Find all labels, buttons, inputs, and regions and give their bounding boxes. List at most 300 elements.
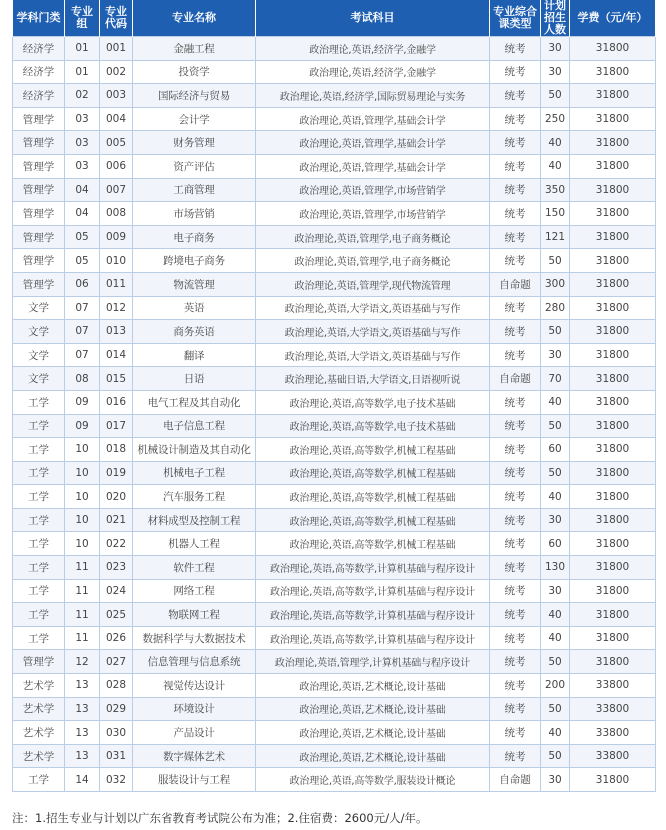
cell-category: 文学 bbox=[13, 320, 65, 344]
cell-name: 国际经济与贸易 bbox=[133, 84, 256, 108]
cell-code: 031 bbox=[100, 744, 133, 768]
cell-group: 08 bbox=[65, 367, 100, 391]
cell-name: 电气工程及其自动化 bbox=[133, 390, 256, 414]
cell-group: 10 bbox=[65, 461, 100, 485]
cell-tuition: 31800 bbox=[570, 60, 656, 84]
cell-tuition: 31800 bbox=[570, 626, 656, 650]
cell-tuition: 33800 bbox=[570, 697, 656, 721]
cell-category: 管理学 bbox=[13, 225, 65, 249]
cell-group: 13 bbox=[65, 674, 100, 698]
cell-group: 10 bbox=[65, 485, 100, 509]
cell-plan: 30 bbox=[541, 508, 570, 532]
table-row bbox=[13, 697, 656, 721]
cell-plan: 30 bbox=[541, 579, 570, 603]
cell-name: 工商管理 bbox=[133, 178, 256, 202]
cell-code: 014 bbox=[100, 343, 133, 367]
cell-group: 04 bbox=[65, 178, 100, 202]
table-row bbox=[13, 131, 656, 155]
cell-exam-type: 统考 bbox=[490, 744, 541, 768]
cell-subjects: 政治理论,英语,艺术概论,设计基础 bbox=[256, 697, 490, 721]
cell-tuition: 31800 bbox=[570, 768, 656, 792]
cell-plan: 150 bbox=[541, 202, 570, 226]
cell-exam-type: 统考 bbox=[490, 249, 541, 273]
cell-tuition: 31800 bbox=[570, 485, 656, 509]
cell-plan: 350 bbox=[541, 178, 570, 202]
cell-subjects: 政治理论,英语,艺术概论,设计基础 bbox=[256, 744, 490, 768]
cell-group: 12 bbox=[65, 650, 100, 674]
cell-plan: 70 bbox=[541, 367, 570, 391]
footnote: 注：1.招生专业与计划以广东省教育考试院公布为准；2.住宿费：2600元/人/年。 bbox=[12, 811, 428, 825]
cell-code: 025 bbox=[100, 603, 133, 627]
cell-group: 03 bbox=[65, 154, 100, 178]
cell-tuition: 31800 bbox=[570, 272, 656, 296]
cell-code: 017 bbox=[100, 414, 133, 438]
cell-code: 011 bbox=[100, 272, 133, 296]
cell-group: 13 bbox=[65, 744, 100, 768]
cell-group: 05 bbox=[65, 225, 100, 249]
cell-code: 005 bbox=[100, 131, 133, 155]
cell-tuition: 31800 bbox=[570, 579, 656, 603]
cell-category: 经济学 bbox=[13, 37, 65, 61]
cell-name: 跨境电子商务 bbox=[133, 249, 256, 273]
cell-exam-type: 统考 bbox=[490, 343, 541, 367]
cell-tuition: 31800 bbox=[570, 414, 656, 438]
cell-tuition: 33800 bbox=[570, 744, 656, 768]
cell-subjects: 政治理论,英语,管理学,电子商务概论 bbox=[256, 225, 490, 249]
cell-category: 文学 bbox=[13, 296, 65, 320]
cell-subjects: 政治理论,英语,大学语文,英语基础与写作 bbox=[256, 296, 490, 320]
cell-exam-type: 统考 bbox=[490, 674, 541, 698]
cell-code: 004 bbox=[100, 107, 133, 131]
cell-subjects: 政治理论,英语,高等数学,计算机基础与程序设计 bbox=[256, 603, 490, 627]
cell-exam-type: 统考 bbox=[490, 414, 541, 438]
cell-group: 10 bbox=[65, 438, 100, 462]
cell-subjects: 政治理论,英语,管理学,市场营销学 bbox=[256, 202, 490, 226]
cell-tuition: 31800 bbox=[570, 202, 656, 226]
cell-code: 021 bbox=[100, 508, 133, 532]
cell-code: 026 bbox=[100, 626, 133, 650]
cell-code: 015 bbox=[100, 367, 133, 391]
cell-category: 工学 bbox=[13, 603, 65, 627]
cell-group: 11 bbox=[65, 603, 100, 627]
table-row bbox=[13, 296, 656, 320]
cell-plan: 60 bbox=[541, 532, 570, 556]
cell-plan: 40 bbox=[541, 390, 570, 414]
cell-category: 文学 bbox=[13, 343, 65, 367]
cell-subjects: 政治理论,英语,高等数学,电子技术基础 bbox=[256, 414, 490, 438]
table-row bbox=[13, 37, 656, 61]
cell-name: 物流管理 bbox=[133, 272, 256, 296]
cell-subjects: 政治理论,英语,高等数学,机械工程基础 bbox=[256, 438, 490, 462]
cell-plan: 40 bbox=[541, 154, 570, 178]
cell-plan: 50 bbox=[541, 461, 570, 485]
table-header-row bbox=[13, 0, 656, 37]
cell-group: 01 bbox=[65, 60, 100, 84]
table-row bbox=[13, 674, 656, 698]
cell-code: 027 bbox=[100, 650, 133, 674]
table-row bbox=[13, 485, 656, 509]
cell-name: 软件工程 bbox=[133, 556, 256, 580]
cell-tuition: 31800 bbox=[570, 438, 656, 462]
cell-plan: 130 bbox=[541, 556, 570, 580]
cell-name: 物联网工程 bbox=[133, 603, 256, 627]
cell-tuition: 31800 bbox=[570, 37, 656, 61]
cell-group: 06 bbox=[65, 272, 100, 296]
cell-exam-type: 自命题 bbox=[490, 272, 541, 296]
cell-category: 管理学 bbox=[13, 107, 65, 131]
cell-group: 11 bbox=[65, 556, 100, 580]
cell-subjects: 政治理论,英语,经济学,国际贸易理论与实务 bbox=[256, 84, 490, 108]
cell-name: 英语 bbox=[133, 296, 256, 320]
cell-subjects: 政治理论,基础日语,大学语文,日语视听说 bbox=[256, 367, 490, 391]
cell-plan: 50 bbox=[541, 249, 570, 273]
header-category: 学科门类 bbox=[13, 0, 65, 37]
cell-plan: 50 bbox=[541, 697, 570, 721]
cell-exam-type: 统考 bbox=[490, 107, 541, 131]
cell-tuition: 31800 bbox=[570, 650, 656, 674]
cell-exam-type: 统考 bbox=[490, 296, 541, 320]
cell-plan: 280 bbox=[541, 296, 570, 320]
cell-code: 018 bbox=[100, 438, 133, 462]
cell-exam-type: 自命题 bbox=[490, 367, 541, 391]
cell-category: 艺术学 bbox=[13, 674, 65, 698]
cell-category: 文学 bbox=[13, 367, 65, 391]
table-row bbox=[13, 579, 656, 603]
table-row bbox=[13, 225, 656, 249]
cell-plan: 40 bbox=[541, 131, 570, 155]
cell-subjects: 政治理论,英语,高等数学,机械工程基础 bbox=[256, 508, 490, 532]
table-row bbox=[13, 367, 656, 391]
cell-name: 机械设计制造及其自动化 bbox=[133, 438, 256, 462]
cell-tuition: 31800 bbox=[570, 603, 656, 627]
cell-subjects: 政治理论,英语,高等数学,机械工程基础 bbox=[256, 461, 490, 485]
cell-tuition: 31800 bbox=[570, 390, 656, 414]
cell-name: 电子商务 bbox=[133, 225, 256, 249]
cell-exam-type: 统考 bbox=[490, 650, 541, 674]
cell-tuition: 31800 bbox=[570, 367, 656, 391]
cell-subjects: 政治理论,英语,大学语文,英语基础与写作 bbox=[256, 320, 490, 344]
cell-name: 资产评估 bbox=[133, 154, 256, 178]
cell-group: 03 bbox=[65, 107, 100, 131]
cell-subjects: 政治理论,英语,高等数学,计算机基础与程序设计 bbox=[256, 579, 490, 603]
table-row bbox=[13, 202, 656, 226]
cell-code: 001 bbox=[100, 37, 133, 61]
cell-group: 13 bbox=[65, 697, 100, 721]
cell-subjects: 政治理论,英语,高等数学,机械工程基础 bbox=[256, 532, 490, 556]
cell-plan: 30 bbox=[541, 768, 570, 792]
enrollment-table bbox=[12, 0, 656, 792]
cell-group: 09 bbox=[65, 390, 100, 414]
cell-group: 14 bbox=[65, 768, 100, 792]
cell-plan: 200 bbox=[541, 674, 570, 698]
cell-category: 艺术学 bbox=[13, 721, 65, 745]
table-row bbox=[13, 556, 656, 580]
cell-name: 会计学 bbox=[133, 107, 256, 131]
cell-tuition: 31800 bbox=[570, 343, 656, 367]
cell-category: 工学 bbox=[13, 768, 65, 792]
cell-exam-type: 统考 bbox=[490, 556, 541, 580]
cell-code: 019 bbox=[100, 461, 133, 485]
cell-code: 030 bbox=[100, 721, 133, 745]
cell-subjects: 政治理论,英语,高等数学,电子技术基础 bbox=[256, 390, 490, 414]
cell-exam-type: 统考 bbox=[490, 225, 541, 249]
cell-code: 029 bbox=[100, 697, 133, 721]
cell-plan: 30 bbox=[541, 37, 570, 61]
cell-category: 管理学 bbox=[13, 249, 65, 273]
cell-category: 艺术学 bbox=[13, 697, 65, 721]
cell-name: 数字媒体艺术 bbox=[133, 744, 256, 768]
cell-name: 汽车服务工程 bbox=[133, 485, 256, 509]
table-row bbox=[13, 272, 656, 296]
cell-subjects: 政治理论,英语,艺术概论,设计基础 bbox=[256, 721, 490, 745]
cell-exam-type: 统考 bbox=[490, 178, 541, 202]
cell-category: 工学 bbox=[13, 438, 65, 462]
cell-code: 007 bbox=[100, 178, 133, 202]
cell-subjects: 政治理论,英语,高等数学,计算机基础与程序设计 bbox=[256, 556, 490, 580]
cell-exam-type: 统考 bbox=[490, 438, 541, 462]
cell-tuition: 31800 bbox=[570, 249, 656, 273]
cell-group: 10 bbox=[65, 508, 100, 532]
cell-subjects: 政治理论,英语,高等数学,机械工程基础 bbox=[256, 485, 490, 509]
table-row bbox=[13, 178, 656, 202]
cell-category: 工学 bbox=[13, 461, 65, 485]
cell-plan: 40 bbox=[541, 626, 570, 650]
cell-plan: 50 bbox=[541, 744, 570, 768]
cell-category: 工学 bbox=[13, 390, 65, 414]
cell-subjects: 政治理论,英语,管理学,基础会计学 bbox=[256, 131, 490, 155]
cell-name: 投资学 bbox=[133, 60, 256, 84]
cell-group: 04 bbox=[65, 202, 100, 226]
cell-category: 管理学 bbox=[13, 202, 65, 226]
cell-category: 管理学 bbox=[13, 154, 65, 178]
cell-name: 材料成型及控制工程 bbox=[133, 508, 256, 532]
cell-code: 016 bbox=[100, 390, 133, 414]
table-row bbox=[13, 461, 656, 485]
cell-exam-type: 统考 bbox=[490, 131, 541, 155]
cell-exam-type: 统考 bbox=[490, 320, 541, 344]
table-row bbox=[13, 414, 656, 438]
cell-name: 信息管理与信息系统 bbox=[133, 650, 256, 674]
cell-exam-type: 统考 bbox=[490, 390, 541, 414]
cell-plan: 300 bbox=[541, 272, 570, 296]
cell-exam-type: 统考 bbox=[490, 532, 541, 556]
cell-code: 023 bbox=[100, 556, 133, 580]
table-row bbox=[13, 626, 656, 650]
cell-code: 013 bbox=[100, 320, 133, 344]
cell-name: 市场营销 bbox=[133, 202, 256, 226]
cell-code: 008 bbox=[100, 202, 133, 226]
cell-plan: 30 bbox=[541, 343, 570, 367]
cell-code: 028 bbox=[100, 674, 133, 698]
cell-exam-type: 统考 bbox=[490, 579, 541, 603]
cell-subjects: 政治理论,英语,管理学,市场营销学 bbox=[256, 178, 490, 202]
cell-group: 03 bbox=[65, 131, 100, 155]
cell-exam-type: 统考 bbox=[490, 84, 541, 108]
cell-subjects: 政治理论,英语,管理学,基础会计学 bbox=[256, 107, 490, 131]
cell-name: 机器人工程 bbox=[133, 532, 256, 556]
cell-exam-type: 统考 bbox=[490, 697, 541, 721]
table-row bbox=[13, 603, 656, 627]
cell-category: 工学 bbox=[13, 508, 65, 532]
table-row bbox=[13, 107, 656, 131]
cell-exam-type: 统考 bbox=[490, 603, 541, 627]
cell-category: 工学 bbox=[13, 579, 65, 603]
table-row bbox=[13, 249, 656, 273]
cell-group: 07 bbox=[65, 320, 100, 344]
cell-tuition: 31800 bbox=[570, 131, 656, 155]
cell-tuition: 31800 bbox=[570, 154, 656, 178]
cell-exam-type: 统考 bbox=[490, 461, 541, 485]
cell-code: 024 bbox=[100, 579, 133, 603]
cell-code: 006 bbox=[100, 154, 133, 178]
cell-category: 经济学 bbox=[13, 60, 65, 84]
cell-tuition: 31800 bbox=[570, 178, 656, 202]
cell-group: 11 bbox=[65, 579, 100, 603]
table-row bbox=[13, 744, 656, 768]
cell-plan: 40 bbox=[541, 603, 570, 627]
cell-exam-type: 统考 bbox=[490, 721, 541, 745]
cell-group: 05 bbox=[65, 249, 100, 273]
cell-plan: 50 bbox=[541, 84, 570, 108]
cell-tuition: 31800 bbox=[570, 296, 656, 320]
cell-subjects: 政治理论,英语,管理学,计算机基础与程序设计 bbox=[256, 650, 490, 674]
table-row bbox=[13, 721, 656, 745]
header-tuition: 学费（元/年） bbox=[570, 0, 656, 37]
cell-plan: 30 bbox=[541, 60, 570, 84]
cell-subjects: 政治理论,英语,经济学,金融学 bbox=[256, 37, 490, 61]
cell-name: 服装设计与工程 bbox=[133, 768, 256, 792]
header-group: 专业组 bbox=[65, 0, 100, 37]
cell-code: 002 bbox=[100, 60, 133, 84]
cell-exam-type: 统考 bbox=[490, 508, 541, 532]
cell-plan: 50 bbox=[541, 650, 570, 674]
cell-subjects: 政治理论,英语,高等数学,服装设计概论 bbox=[256, 768, 490, 792]
cell-exam-type: 自命题 bbox=[490, 768, 541, 792]
cell-name: 电子信息工程 bbox=[133, 414, 256, 438]
cell-category: 艺术学 bbox=[13, 744, 65, 768]
cell-tuition: 31800 bbox=[570, 107, 656, 131]
cell-tuition: 31800 bbox=[570, 225, 656, 249]
cell-code: 012 bbox=[100, 296, 133, 320]
cell-name: 环境设计 bbox=[133, 697, 256, 721]
cell-plan: 50 bbox=[541, 320, 570, 344]
cell-group: 07 bbox=[65, 296, 100, 320]
table-row bbox=[13, 60, 656, 84]
header-exam-type: 专业综合课类型 bbox=[490, 0, 541, 37]
cell-exam-type: 统考 bbox=[490, 154, 541, 178]
cell-subjects: 政治理论,英语,管理学,现代物流管理 bbox=[256, 272, 490, 296]
header-name: 专业名称 bbox=[133, 0, 256, 37]
cell-group: 10 bbox=[65, 532, 100, 556]
table-body bbox=[13, 37, 656, 792]
header-code: 专业代码 bbox=[100, 0, 133, 37]
table-row bbox=[13, 154, 656, 178]
header-plan: 计划招生人数 bbox=[541, 0, 570, 37]
cell-subjects: 政治理论,英语,管理学,基础会计学 bbox=[256, 154, 490, 178]
cell-exam-type: 统考 bbox=[490, 37, 541, 61]
table-row bbox=[13, 343, 656, 367]
cell-name: 机械电子工程 bbox=[133, 461, 256, 485]
table-row bbox=[13, 768, 656, 792]
cell-tuition: 33800 bbox=[570, 674, 656, 698]
cell-group: 09 bbox=[65, 414, 100, 438]
cell-name: 财务管理 bbox=[133, 131, 256, 155]
table-row bbox=[13, 508, 656, 532]
cell-plan: 40 bbox=[541, 485, 570, 509]
cell-tuition: 31800 bbox=[570, 532, 656, 556]
cell-subjects: 政治理论,英语,经济学,金融学 bbox=[256, 60, 490, 84]
cell-tuition: 33800 bbox=[570, 721, 656, 745]
cell-group: 11 bbox=[65, 626, 100, 650]
table-row bbox=[13, 650, 656, 674]
cell-category: 工学 bbox=[13, 556, 65, 580]
table-row bbox=[13, 390, 656, 414]
cell-exam-type: 统考 bbox=[490, 60, 541, 84]
header-subjects: 考试科目 bbox=[256, 0, 490, 37]
cell-plan: 60 bbox=[541, 438, 570, 462]
table-row bbox=[13, 320, 656, 344]
cell-category: 管理学 bbox=[13, 272, 65, 296]
cell-category: 工学 bbox=[13, 414, 65, 438]
cell-exam-type: 统考 bbox=[490, 485, 541, 509]
table-row bbox=[13, 532, 656, 556]
cell-category: 工学 bbox=[13, 532, 65, 556]
cell-name: 产品设计 bbox=[133, 721, 256, 745]
cell-subjects: 政治理论,英语,高等数学,计算机基础与程序设计 bbox=[256, 626, 490, 650]
cell-name: 视觉传达设计 bbox=[133, 674, 256, 698]
cell-code: 009 bbox=[100, 225, 133, 249]
cell-name: 金融工程 bbox=[133, 37, 256, 61]
cell-tuition: 31800 bbox=[570, 84, 656, 108]
table-row bbox=[13, 84, 656, 108]
cell-plan: 250 bbox=[541, 107, 570, 131]
cell-category: 管理学 bbox=[13, 178, 65, 202]
cell-plan: 50 bbox=[541, 414, 570, 438]
cell-tuition: 31800 bbox=[570, 556, 656, 580]
cell-category: 管理学 bbox=[13, 131, 65, 155]
cell-group: 01 bbox=[65, 37, 100, 61]
cell-name: 数据科学与大数据技术 bbox=[133, 626, 256, 650]
cell-code: 020 bbox=[100, 485, 133, 509]
cell-group: 02 bbox=[65, 84, 100, 108]
cell-group: 07 bbox=[65, 343, 100, 367]
cell-name: 网络工程 bbox=[133, 579, 256, 603]
cell-plan: 121 bbox=[541, 225, 570, 249]
cell-subjects: 政治理论,英语,大学语文,英语基础与写作 bbox=[256, 343, 490, 367]
cell-exam-type: 统考 bbox=[490, 202, 541, 226]
cell-subjects: 政治理论,英语,艺术概论,设计基础 bbox=[256, 674, 490, 698]
cell-name: 日语 bbox=[133, 367, 256, 391]
cell-code: 022 bbox=[100, 532, 133, 556]
cell-code: 010 bbox=[100, 249, 133, 273]
cell-tuition: 31800 bbox=[570, 320, 656, 344]
cell-plan: 40 bbox=[541, 721, 570, 745]
cell-category: 工学 bbox=[13, 485, 65, 509]
cell-category: 管理学 bbox=[13, 650, 65, 674]
cell-tuition: 31800 bbox=[570, 508, 656, 532]
cell-group: 13 bbox=[65, 721, 100, 745]
cell-code: 032 bbox=[100, 768, 133, 792]
cell-subjects: 政治理论,英语,管理学,电子商务概论 bbox=[256, 249, 490, 273]
cell-exam-type: 统考 bbox=[490, 626, 541, 650]
cell-name: 商务英语 bbox=[133, 320, 256, 344]
cell-tuition: 31800 bbox=[570, 461, 656, 485]
table-row bbox=[13, 438, 656, 462]
cell-category: 经济学 bbox=[13, 84, 65, 108]
cell-name: 翻译 bbox=[133, 343, 256, 367]
cell-category: 工学 bbox=[13, 626, 65, 650]
cell-code: 003 bbox=[100, 84, 133, 108]
